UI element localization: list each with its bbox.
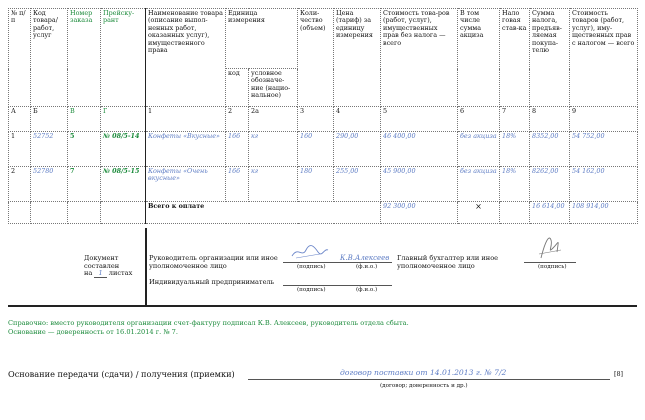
- entrepreneur-fio-line: [338, 285, 392, 286]
- row-unit-code: 166: [226, 167, 249, 202]
- total-cost-without-tax: 92 300,00: [381, 202, 458, 224]
- head-fio-line: [338, 262, 392, 263]
- doc-pages-value: 1: [94, 269, 106, 278]
- row-tax: 8262,00: [530, 167, 570, 202]
- row-cost-with-tax: 54 752,00: [570, 132, 638, 167]
- row-price: 255,00: [334, 167, 381, 202]
- row-price-ref: № 08/5-14: [101, 132, 146, 167]
- col-code: 7: [500, 107, 530, 132]
- row-order: 5: [68, 132, 101, 167]
- row-unit: кг: [249, 167, 298, 202]
- entrepreneur-sign-caption: (подпись): [297, 287, 326, 293]
- table-row: [9, 167, 638, 202]
- chief-sign-line: [524, 262, 576, 263]
- col-code: 6: [458, 107, 500, 132]
- row-qty: 180: [298, 167, 334, 202]
- row-code: 52752: [31, 132, 68, 167]
- head-fio-caption: (ф.и.о.): [356, 264, 378, 270]
- header-tax: Сумма налога, предъяв-ляемая покупа-телю: [530, 9, 570, 107]
- col-code: Б: [31, 107, 68, 132]
- doc-compiled-label: Документ составлен: [84, 254, 120, 270]
- header-price: Цена (тариф) за единицу измерения: [334, 9, 381, 107]
- total-row: [9, 202, 638, 224]
- col-code: 9: [570, 107, 638, 132]
- separator-vertical: [145, 228, 147, 306]
- note-line-1: Справочно: вместо руководителя организации счет-фактуру подписал К.В. Алексеев, руководитель отдела сбыта.: [8, 319, 409, 327]
- row-cost-without-tax: 45 900,00: [381, 167, 458, 202]
- chief-signature: [535, 232, 565, 262]
- doc-pages-line: [84, 270, 144, 278]
- chief-accountant-label: Главный бухгалтер или иное уполномоченное лицо: [397, 254, 499, 270]
- header-unit: Единица измерения: [226, 9, 298, 69]
- total-empty: [9, 202, 31, 224]
- total-empty: [31, 202, 68, 224]
- basis-value: договор поставки от 14.01.2013 г. № 7/2: [340, 368, 507, 377]
- entrepreneur-label: Индивидуальный предприниматель: [149, 278, 275, 286]
- total-excise: ×: [458, 202, 500, 224]
- col-code: 2: [226, 107, 249, 132]
- row-price: 290,00: [334, 132, 381, 167]
- header-qty: Коли-чество (объем): [298, 9, 334, 107]
- head-sign-line: [283, 262, 338, 263]
- head-sign-caption: (подпись): [297, 264, 326, 270]
- entrepreneur-sign-line: [283, 285, 338, 286]
- doc-compiled-block: [84, 255, 144, 278]
- column-codes-row: [9, 107, 638, 132]
- col-code: 8: [530, 107, 570, 132]
- row-tax: 8352,00: [530, 132, 570, 167]
- basis-label: Основание передачи (сдачи) / получения (приемки): [8, 369, 235, 379]
- total-empty: [101, 202, 146, 224]
- total-tax: 16 614,00: [530, 202, 570, 224]
- header-cost-with-tax: Стоимость товаров (работ, услуг), иму-щественных прав с налогом — всего: [570, 9, 638, 107]
- basis-code: [8]: [614, 370, 624, 378]
- row-code: 52780: [31, 167, 68, 202]
- row-num: 1: [9, 132, 31, 167]
- chief-sign-caption: (подпись): [538, 264, 567, 270]
- head-name: К.В.Алексеев: [340, 254, 390, 262]
- row-price-ref: № 08/5-15: [101, 167, 146, 202]
- col-code: Г: [101, 107, 146, 132]
- header-order: Номер заказа: [68, 9, 101, 107]
- table-row: [9, 132, 638, 167]
- total-label: Всего к оплате: [146, 202, 381, 224]
- col-code: А: [9, 107, 31, 132]
- total-empty: [68, 202, 101, 224]
- col-code: 2а: [249, 107, 298, 132]
- entrepreneur-fio-caption: (ф.и.о.): [356, 287, 378, 293]
- total-cost-with-tax: 108 914,00: [570, 202, 638, 224]
- row-name: Конфеты «Очень вкусные»: [146, 167, 226, 202]
- row-qty: 160: [298, 132, 334, 167]
- head-org-label: Руководитель организации или иное уполномоченное лицо: [149, 254, 278, 270]
- row-cost-without-tax: 46 400,00: [381, 132, 458, 167]
- row-excise: без акциза: [458, 167, 500, 202]
- row-name: Конфеты «Вкусные»: [146, 132, 226, 167]
- col-code: 5: [381, 107, 458, 132]
- invoice-table: [8, 8, 638, 224]
- header-row: [9, 9, 638, 69]
- row-unit: кг: [249, 132, 298, 167]
- basis-caption: (договор; доверенность и др.): [380, 383, 468, 389]
- header-price-ref: Прейску-рант: [101, 9, 146, 107]
- col-code: 4: [334, 107, 381, 132]
- row-order: 7: [68, 167, 101, 202]
- head-signature: [290, 240, 330, 262]
- col-code: 3: [298, 107, 334, 132]
- header-unit-code: код: [226, 69, 249, 107]
- row-num: 2: [9, 167, 31, 202]
- header-name: Наименование товара (описание выпол-ненных работ, оказанных услуг), имущественного права: [146, 9, 226, 107]
- header-num: № п/п: [9, 9, 31, 107]
- doc-on-label: на: [84, 269, 93, 278]
- header-cost-without-tax: Стоимость това-ров (работ, услуг), имущественных прав без налога — всего: [381, 9, 458, 107]
- header-code: Код товара/ работ, услуг: [31, 9, 68, 107]
- row-unit-code: 166: [226, 132, 249, 167]
- col-code: 1: [146, 107, 226, 132]
- doc-pages-label: листах: [108, 269, 133, 278]
- header-unit-symbol: условное обозначе-ние (нацио-нальное): [249, 69, 298, 107]
- row-excise: без акциза: [458, 132, 500, 167]
- row-rate: 18%: [500, 132, 530, 167]
- row-cost-with-tax: 54 162,00: [570, 167, 638, 202]
- total-empty: [500, 202, 530, 224]
- header-excise: В том числе сумма акциза: [458, 9, 500, 107]
- separator-horizontal: [8, 305, 637, 307]
- note-line-2: Основание — доверенность от 16.01.2014 г. № 7.: [8, 328, 178, 336]
- col-code: В: [68, 107, 101, 132]
- header-rate: Нало говая став-ка: [500, 9, 530, 107]
- basis-line: [248, 379, 610, 380]
- row-rate: 18%: [500, 167, 530, 202]
